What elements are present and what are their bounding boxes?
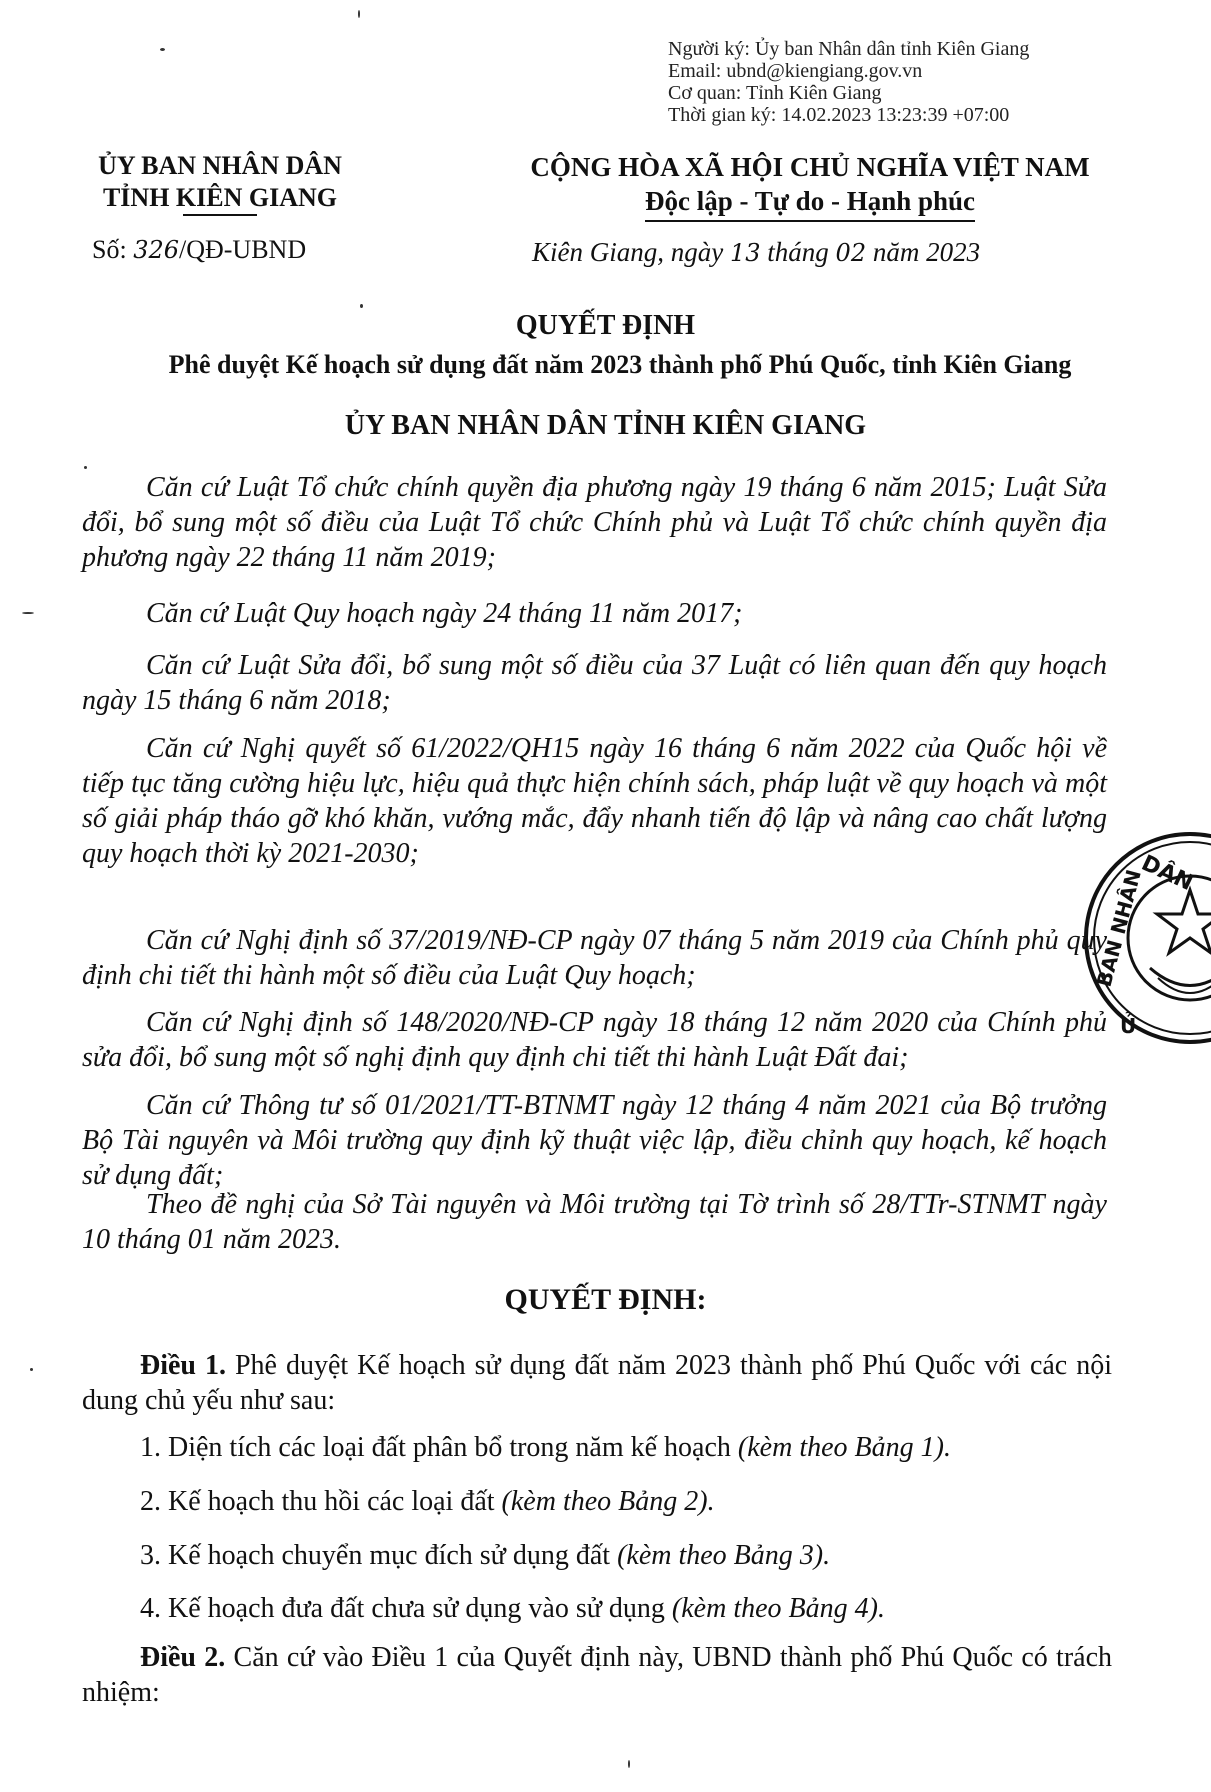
item-text: 3. Kế hoạch chuyển mục đích sử dụng đất [140,1540,618,1571]
preamble-item: Căn cứ Thông tư số 01/2021/TT-BTNMT ngày 12 tháng 4 năm 2021 của Bộ trưởng Bộ Tài nguyên và Môi trường quy định kỹ thuật việc lập, điều chỉnh quy hoạch, kế hoạch sử dụng đất; [82,1090,1107,1191]
authority-line2: TỈNH KIÊN GIANG [102,183,338,212]
item-note: (kèm theo Bảng 1). [737,1432,951,1463]
number-prefix: Số: [92,235,134,264]
preamble-item: Theo đề nghị của Sở Tài nguyên và Môi trường tại Tờ trình số 28/TTr-STNMT ngày 10 tháng 01 năm 2023. [82,1189,1107,1255]
day-handwritten: 13 [729,239,761,267]
article-1-label: Điều 1. [140,1350,226,1381]
signature-agency: Cơ quan: Tỉnh Kiên Giang [668,82,882,104]
item-note: (kèm theo Bảng 3). [617,1540,831,1571]
scan-speck [22,612,34,614]
preamble-item: Căn cứ Nghị định số 37/2019/NĐ-CP ngày 07 tháng 5 năm 2019 của Chính phủ quy định chi tiết thi hành một số điều của Luật Quy hoạch; [82,925,1107,991]
preamble-item: Căn cứ Nghị quyết số 61/2022/QH15 ngày 16 tháng 6 năm 2022 của Quốc hội về tiếp tục tăng cường hiệu lực, hiệu quả thực hiện chính sách, pháp luật về quy hoạch và một số giải pháp tháo gỡ khó khăn, vướng mắc, đẩy nhanh tiến độ lập và nâng cao chất lượng quy hoạch thời kỳ 2021-2030; [82,733,1107,869]
scan-speck [358,10,360,18]
document-type-title: QUYẾT ĐỊNH [515,310,696,341]
issuing-authority [50,150,390,214]
scan-speck [30,1368,33,1371]
document-subject: Phê duyệt Kế hoạch sử dụng đất năm 2023 thành phố Phú Quốc, tỉnh Kiên Giang [168,350,1072,379]
item-note: (kèm theo Bảng 4). [671,1593,885,1624]
signature-email: Email: ubnd@kiengiang.gov.vn [668,60,923,82]
authority-title: ỦY BAN NHÂN DÂN TỈNH KIÊN GIANG [344,410,867,441]
preamble-item: Căn cứ Luật Quy hoạch ngày 24 tháng 11 năm 2017; [146,598,743,629]
nation-name: CỘNG HÒA XÃ HỘI CHỦ NGHĨA VIỆT NAM [530,152,1090,182]
article-1-item [140,1538,1170,1573]
article-2-label: Điều 2. [140,1642,226,1673]
date-suffix: năm 2023 [866,237,981,267]
date-prefix: Kiên Giang, ngày [532,237,730,267]
number-handwritten: 326 [133,236,179,264]
month-handwritten: 02 [835,239,867,267]
national-motto: Độc lập - Tự do - Hạnh phúc [645,184,975,222]
number-suffix: /QĐ-UBND [179,235,307,264]
seal-text-left: BAN NHÂN [1091,867,1146,990]
date-mid: tháng [760,237,836,267]
item-text: 1. Diện tích các loại đất phân bổ trong năm kế hoạch [140,1432,738,1463]
article-1-item [140,1591,1170,1626]
scan-speck [160,48,165,51]
national-header [460,150,1160,222]
decides-heading: QUYẾT ĐỊNH: [504,1283,707,1316]
item-text: 4. Kế hoạch đưa đất chưa sử dụng vào sử dụng [140,1593,672,1624]
authority-underline [183,214,257,216]
article-2-text: Căn cứ vào Điều 1 của Quyết định này, UBND thành phố Phú Quốc có trách nhiệm: [82,1642,1113,1708]
scan-speck [628,1760,630,1768]
article-1 [82,1348,1112,1418]
official-seal [1080,828,1211,1048]
article-1-item [140,1430,1170,1465]
item-text: 2. Kế hoạch thu hồi các loại đất [140,1486,502,1517]
authority-line2-wrap [103,182,337,214]
scan-speck [360,304,363,308]
seal-text-bottom: Ủ [1120,1014,1137,1038]
article-1-item [140,1484,1170,1519]
preamble-item: Căn cứ Luật Sửa đổi, bổ sung một số điều của 37 Luật có liên quan đến quy hoạch ngày 15 tháng 6 năm 2018; [82,650,1107,716]
star-icon [1157,890,1211,953]
seal-text-top: DÂN [1137,850,1197,897]
item-note: (kèm theo Bảng 2). [501,1486,715,1517]
scan-speck [84,466,87,469]
signature-time: Thời gian ký: 14.02.2023 13:23:39 +07:00 [668,104,1010,126]
article-1-text: Phê duyệt Kế hoạch sử dụng đất năm 2023 thành phố Phú Quốc với các nội dung chủ yếu như sau: [82,1350,1112,1416]
document-number [92,235,306,265]
preamble-item: Căn cứ Luật Tổ chức chính quyền địa phương ngày 19 tháng 6 năm 2015; Luật Sửa đổi, bổ sung một số điều của Luật Tổ chức Chính phủ và Luật Tổ chức chính quyền địa phương ngày 22 tháng 11 năm 2019; [82,472,1107,573]
preamble-item: Căn cứ Nghị định số 148/2020/NĐ-CP ngày 18 tháng 12 năm 2020 của Chính phủ sửa đổi, bổ sung một số nghị định quy định chi tiết thi hành Luật Đất đai; [82,1007,1107,1073]
digital-signature-block [668,38,1029,126]
article-2 [82,1640,1112,1710]
issue-date [532,237,980,268]
authority-line1: ỦY BAN NHÂN DÂN [98,151,342,180]
signature-signer: Người ký: Ủy ban Nhân dân tỉnh Kiên Giang [668,38,1030,60]
